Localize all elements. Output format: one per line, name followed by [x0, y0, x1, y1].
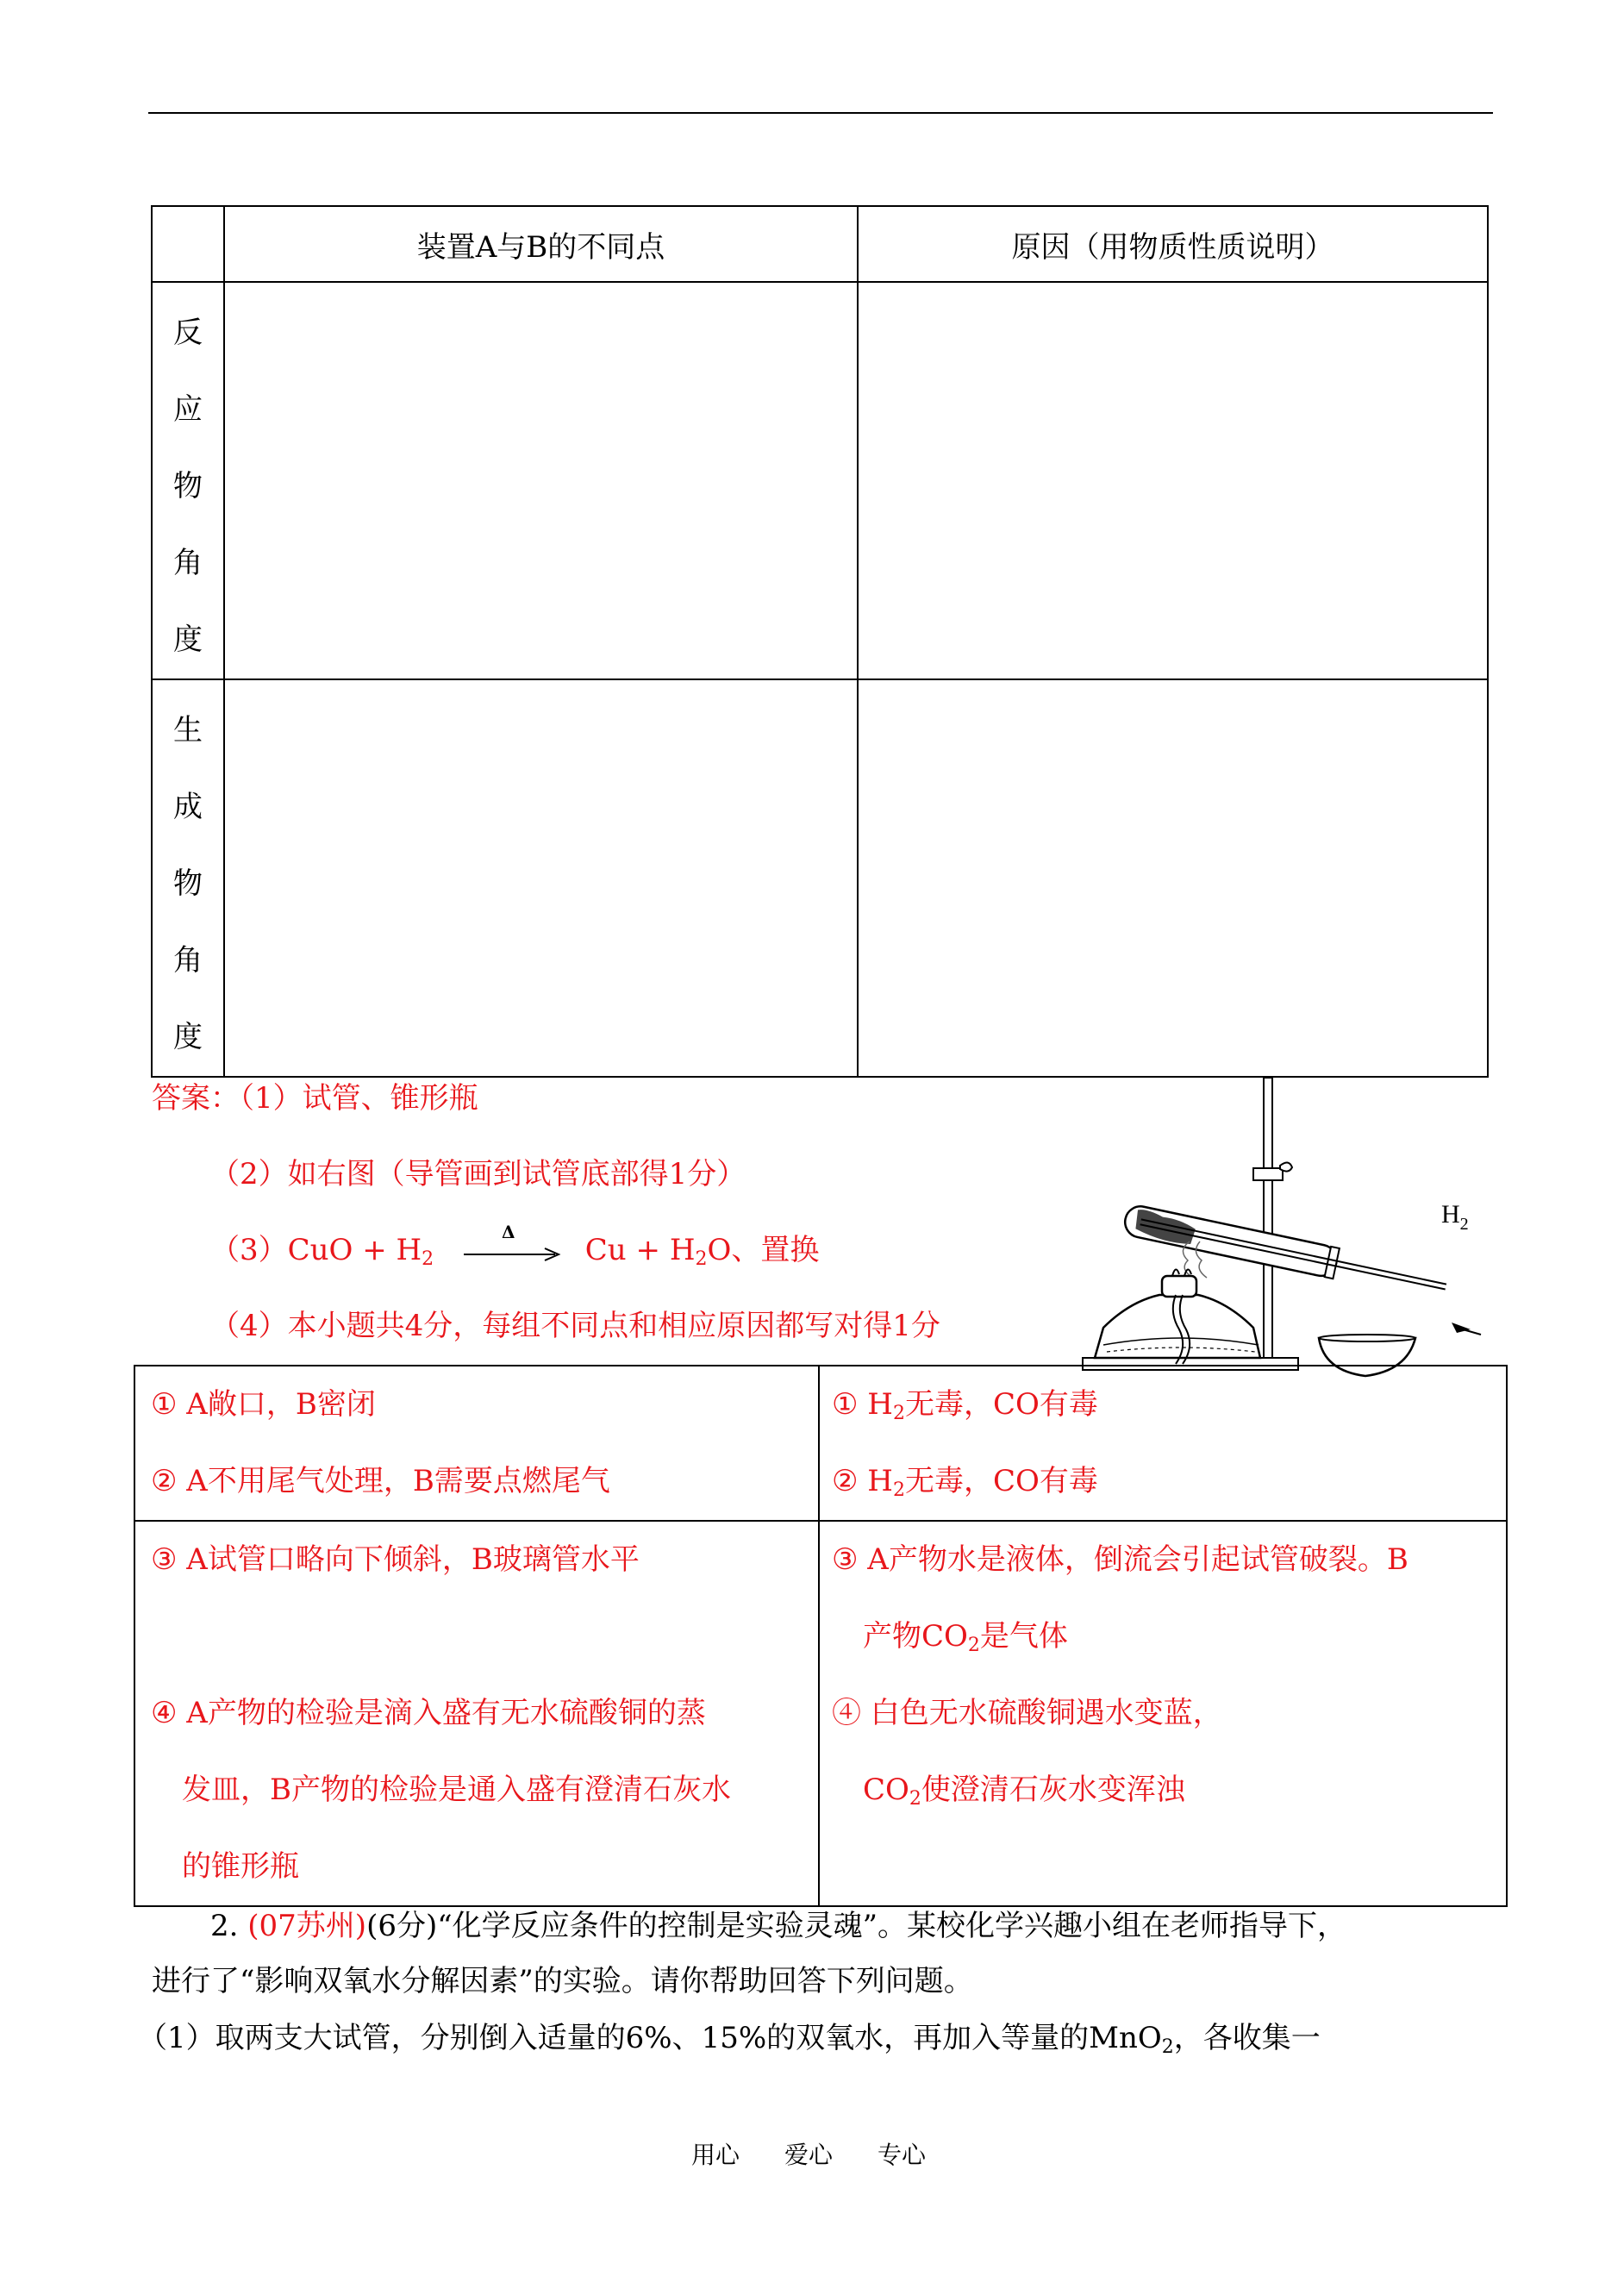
table-row-reactant — [152, 282, 1488, 679]
question-2-line-3: （1）取两支大试管，分别倒入适量的6%、15%的双氧水，再加入等量的MnO$_2$，各收集一 — [138, 2021, 1321, 2058]
table-header-difference: 装置A与B的不同点 — [224, 206, 858, 282]
heat-condition-symbol: Δ — [501, 1222, 515, 1242]
comparison-table — [151, 205, 1489, 1078]
product-reason-cell[interactable] — [858, 679, 1488, 1077]
h2-label: $H_2$ — [1441, 1200, 1469, 1234]
answer-prefix: 答案： — [152, 1081, 240, 1116]
answer-table-row-2 — [134, 1521, 1507, 1906]
table-header-empty — [152, 206, 224, 282]
answer-item-3: $(3)CuO + H_2$ Δ $Cu + H_2O$、置换 — [210, 1222, 820, 1270]
stand-rod — [1264, 1078, 1272, 1358]
reactant-difference-cell[interactable] — [224, 282, 858, 679]
table-row-product — [152, 679, 1488, 1077]
page-footer: 用心 爱心 专心 — [691, 2141, 927, 2169]
alcohol-lamp-neck — [1162, 1276, 1196, 1297]
header-rule — [148, 112, 1493, 114]
question-2-line-2: 进行了“影响双氧水分解因素”的实验。请你帮助回答下列问题。 — [152, 1964, 973, 1998]
question-2-line-1: 2. (07苏州)(6分)“化学反应条件的控制是实验灵魂”。某校化学兴趣小组在老师指导下， — [210, 1909, 1346, 1943]
clamp-screw-icon — [1280, 1162, 1292, 1171]
table-header-row — [152, 206, 1488, 282]
answer-cell-reasons-1: ① $H_2$无毒，CO有毒 ② $H_2$无毒，CO有毒 — [819, 1366, 1507, 1521]
reactant-reason-cell[interactable] — [858, 282, 1488, 679]
question-source: (07苏州) — [247, 1909, 367, 1943]
table-header-reason: 原因（用物质性质说明） — [858, 206, 1488, 282]
product-difference-cell[interactable] — [224, 679, 858, 1077]
answer-table-row-1 — [134, 1366, 1507, 1521]
answer-item-2: （2）如右图（导管画到试管底部得1分） — [210, 1157, 746, 1191]
answer-item-1: （1）试管、锥形瓶 — [240, 1081, 478, 1116]
row-label-product: 生 成 物 角 度 — [152, 679, 224, 1077]
row-label-reactant: 反 应 物 角 度 — [152, 282, 224, 679]
clamp-boss — [1253, 1168, 1283, 1180]
answer-cell-differences-2: ③ A试管口略向下倾斜，B玻璃管水平 ④ A产物的检验是滴入盛有无水硫酸铜的蒸 发皿，B产物的检验是通入盛有澄清石灰水 的锥形瓶 — [134, 1521, 819, 1906]
hydrogen-reduction-apparatus-diagram — [1069, 1069, 1483, 1397]
answer-line-1 — [152, 1074, 478, 1116]
answer-cell-reasons-2: ③ A产物水是液体，倒流会引起试管破裂。B 产物$CO_2$是气体 ④ 白色无水硫酸铜遇水变蓝， $CO_2$使澄清石灰水变浑浊 — [819, 1521, 1507, 1906]
answer-table — [134, 1365, 1508, 1907]
answer-cell-differences-1: ① A敞口，B密闭 ② A不用尾气处理，B需要点燃尾气 — [134, 1366, 819, 1521]
answer-item-4: （4）本小题共4分，每组不同点和相应原因都写对得1分 — [210, 1309, 940, 1343]
reaction-arrow — [462, 1222, 564, 1266]
